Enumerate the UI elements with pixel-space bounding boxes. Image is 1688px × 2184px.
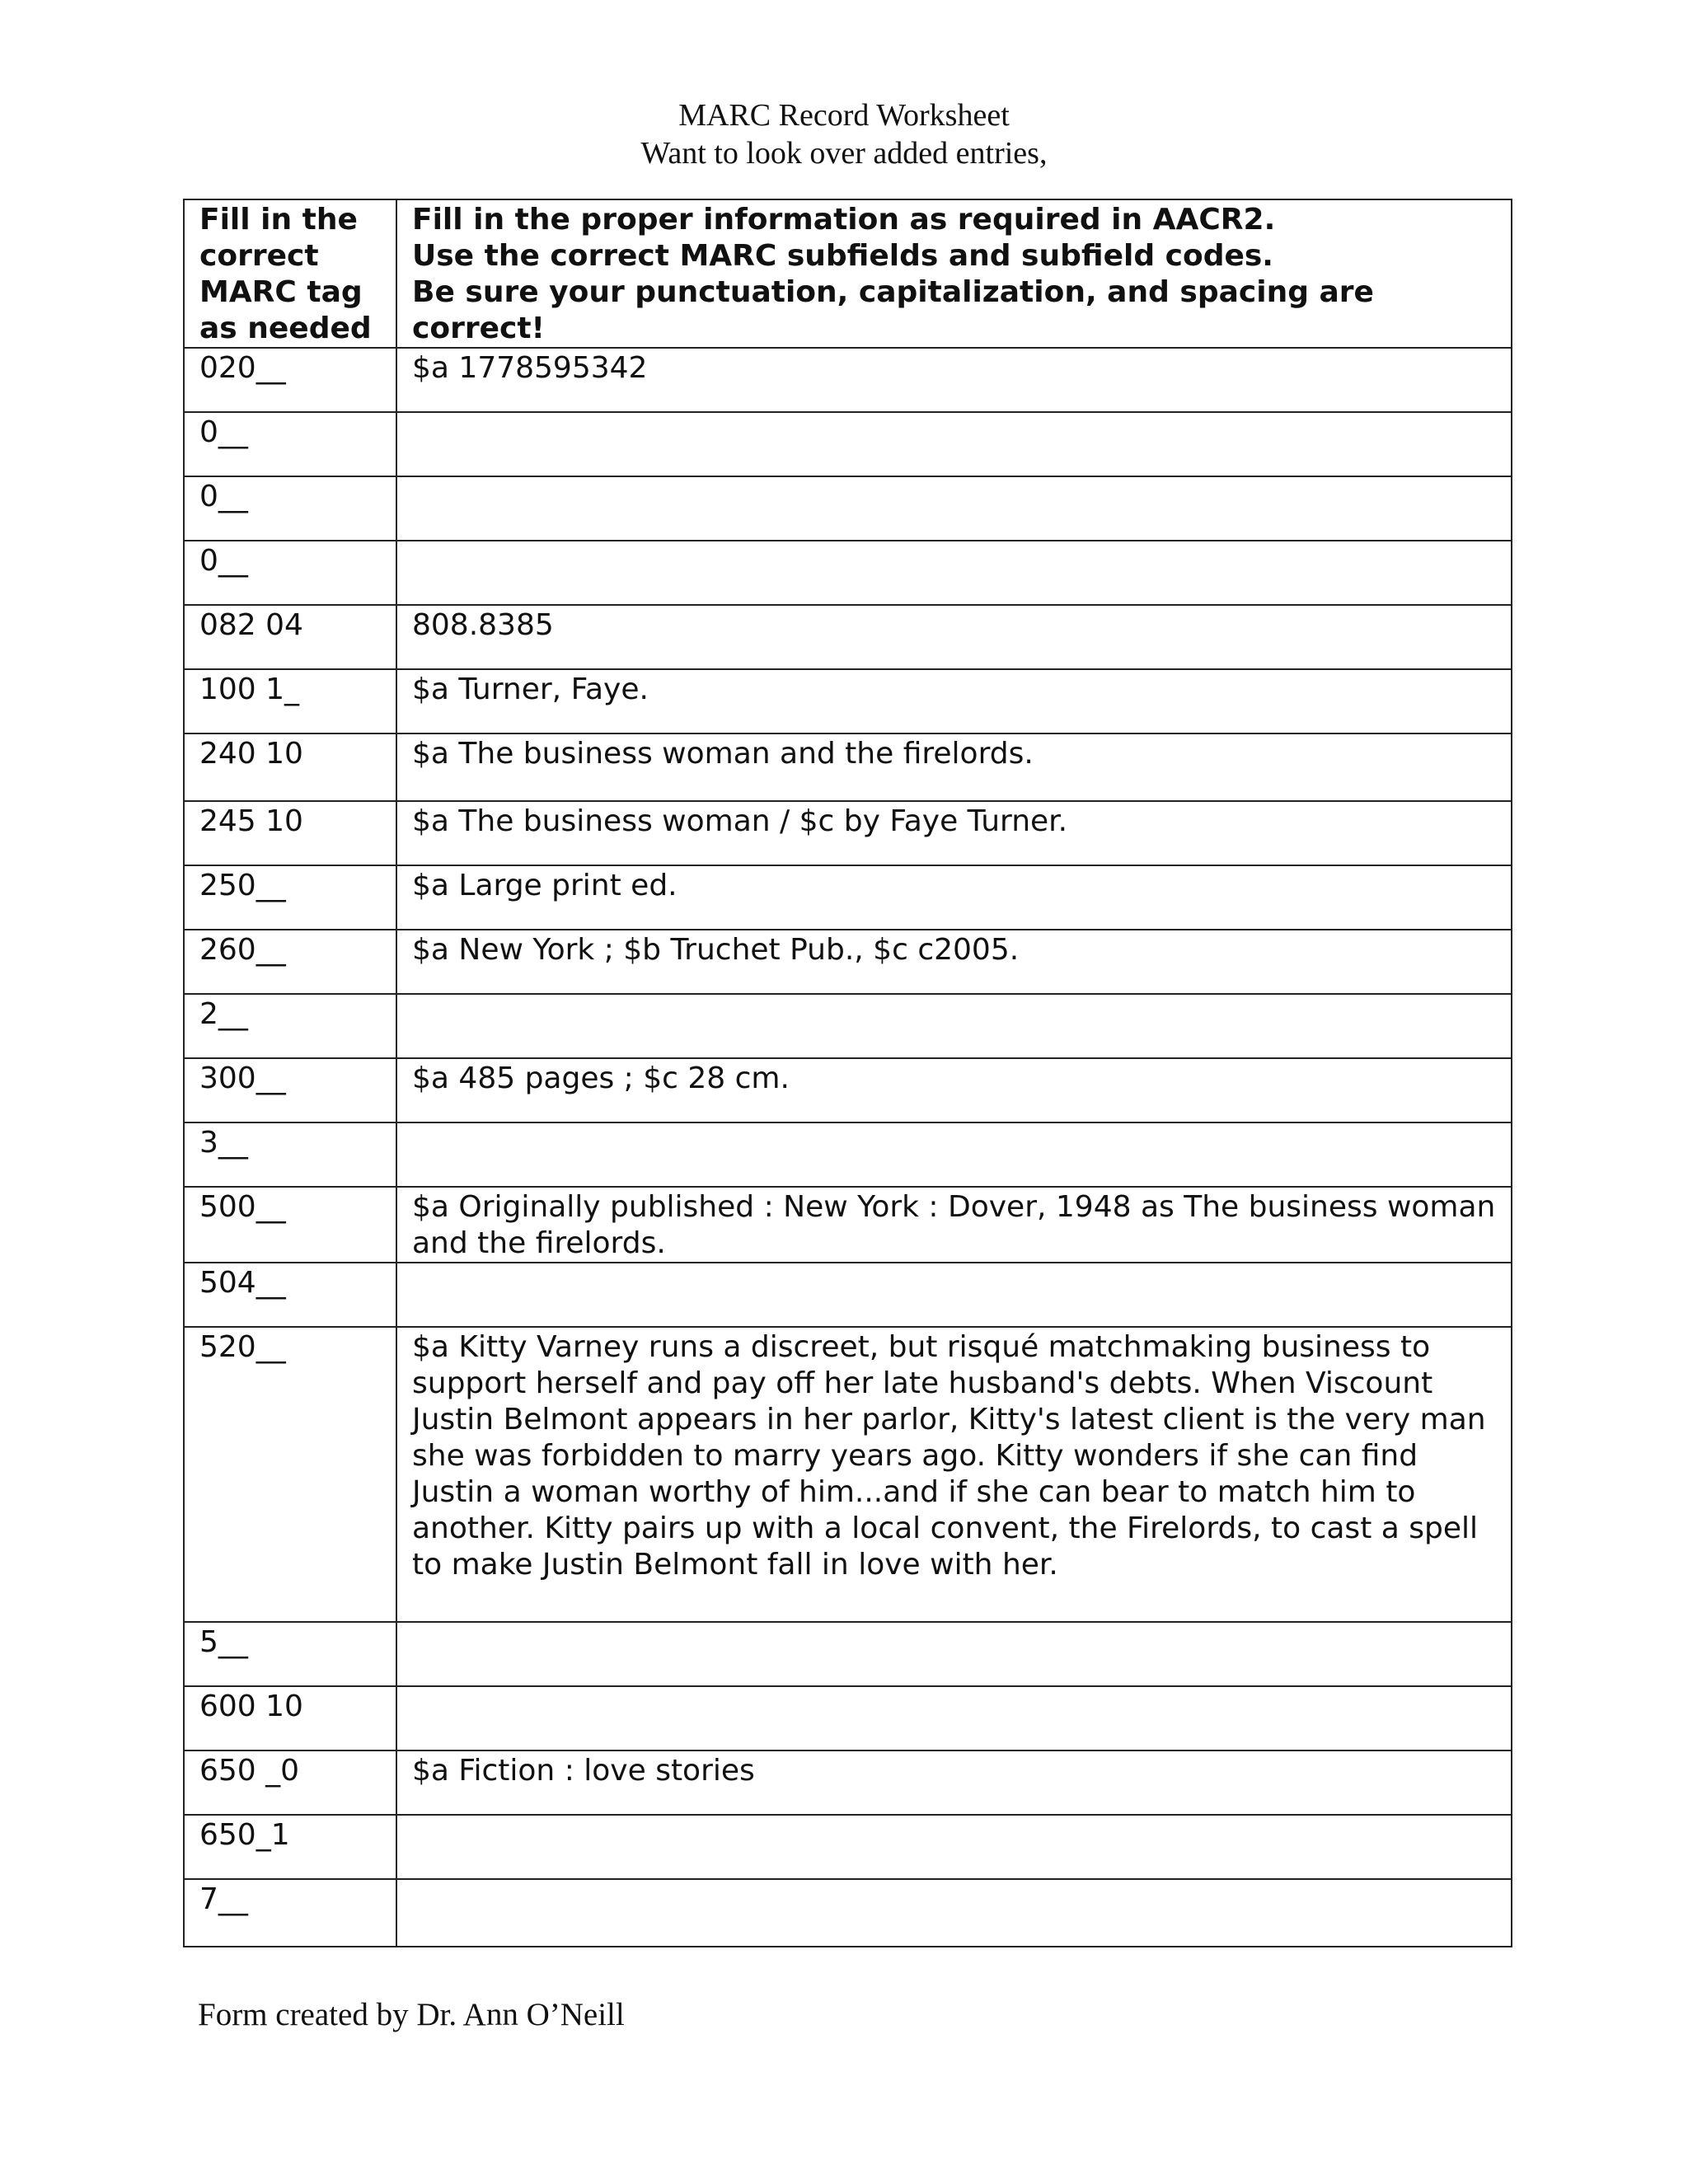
- marc-value-cell[interactable]: $a Originally published : New York : Dover, 1948 as The business woman and the firelords.: [396, 1187, 1512, 1263]
- marc-tag-cell[interactable]: 240 10: [184, 733, 396, 801]
- marc-tag-cell[interactable]: 0__: [184, 412, 396, 476]
- marc-value-cell[interactable]: [396, 476, 1512, 541]
- table-row: [184, 1622, 1512, 1686]
- marc-tag-cell[interactable]: 260__: [184, 930, 396, 994]
- marc-tag-cell[interactable]: 020__: [184, 348, 396, 412]
- marc-tag-cell[interactable]: 520__: [184, 1327, 396, 1622]
- marc-value-cell[interactable]: $a Large print ed.: [396, 865, 1512, 930]
- table-row: [184, 1263, 1512, 1327]
- marc-worksheet-table: [183, 199, 1512, 1947]
- marc-tag-cell[interactable]: 500__: [184, 1187, 396, 1263]
- marc-value-cell[interactable]: [396, 1122, 1512, 1187]
- marc-value-cell[interactable]: [396, 1879, 1512, 1947]
- marc-tag-cell[interactable]: 245 10: [184, 801, 396, 865]
- table-row: [184, 1879, 1512, 1947]
- form-credit: Form created by Dr. Ann O’Neill: [198, 1997, 625, 2032]
- marc-tag-cell[interactable]: 2__: [184, 994, 396, 1058]
- table-row: [184, 412, 1512, 476]
- table-row: [184, 1187, 1512, 1263]
- marc-value-cell[interactable]: $a 485 pages ; $c 28 cm.: [396, 1058, 1512, 1122]
- marc-value-cell[interactable]: [396, 541, 1512, 605]
- marc-value-cell[interactable]: [396, 412, 1512, 476]
- marc-tag-cell[interactable]: 650 _0: [184, 1750, 396, 1815]
- table-row: [184, 865, 1512, 930]
- marc-tag-cell[interactable]: 0__: [184, 541, 396, 605]
- marc-value-cell[interactable]: $a Kitty Varney runs a discreet, but risqué matchmaking business to support herself and pay off her late husband's debts. When Viscount Justin Belmont appears in her parlor, Kitty's latest client is the very man she was forbidden to marry years ago. Kitty wonders if she can find Justin a woman worthy of him...and if she can bear to match him to another. Kitty pairs up with a local convent, the Firelords, to cast a spell to make Justin Belmont fall in love with her.: [396, 1327, 1512, 1622]
- table-row: [184, 930, 1512, 994]
- marc-value-cell[interactable]: [396, 994, 1512, 1058]
- marc-value-cell[interactable]: [396, 1815, 1512, 1879]
- table-row: [184, 541, 1512, 605]
- marc-value-cell[interactable]: $a New York ; $b Truchet Pub., $c c2005.: [396, 930, 1512, 994]
- page-title: MARC Record Worksheet: [678, 98, 1010, 133]
- header-row: [184, 199, 1512, 348]
- marc-value-cell[interactable]: $a The business woman / $c by Faye Turner.: [396, 801, 1512, 865]
- marc-value-cell[interactable]: $a Turner, Faye.: [396, 669, 1512, 733]
- table-row: [184, 994, 1512, 1058]
- table-row: [184, 1750, 1512, 1815]
- table-row: [184, 476, 1512, 541]
- marc-tag-cell[interactable]: 300__: [184, 1058, 396, 1122]
- marc-tag-cell[interactable]: 650_1: [184, 1815, 396, 1879]
- table-row: [184, 348, 1512, 412]
- table-row: [184, 1058, 1512, 1122]
- table-row: [184, 733, 1512, 801]
- header-tag-column: Fill in the correct MARC tag as needed: [184, 199, 396, 348]
- marc-tag-cell[interactable]: 082 04: [184, 605, 396, 669]
- marc-tag-cell[interactable]: 5__: [184, 1622, 396, 1686]
- marc-tag-cell[interactable]: 100 1_: [184, 669, 396, 733]
- marc-value-cell[interactable]: [396, 1263, 1512, 1327]
- marc-value-cell[interactable]: 808.8385: [396, 605, 1512, 669]
- table-row: [184, 1327, 1512, 1622]
- table-row: [184, 1122, 1512, 1187]
- marc-tag-cell[interactable]: 7__: [184, 1879, 396, 1947]
- table-row: [184, 801, 1512, 865]
- table-row: [184, 605, 1512, 669]
- table-row: [184, 1815, 1512, 1879]
- marc-tag-cell[interactable]: 250__: [184, 865, 396, 930]
- marc-value-cell[interactable]: [396, 1686, 1512, 1750]
- table-row: [184, 1686, 1512, 1750]
- marc-tag-cell[interactable]: 504__: [184, 1263, 396, 1327]
- marc-tag-cell[interactable]: 0__: [184, 476, 396, 541]
- marc-value-cell[interactable]: $a The business woman and the firelords.: [396, 733, 1512, 801]
- page-subtitle: Want to look over added entries,: [640, 136, 1048, 171]
- page-title-block: [0, 96, 1688, 172]
- marc-value-cell[interactable]: $a 1778595342: [396, 348, 1512, 412]
- marc-tag-cell[interactable]: 600 10: [184, 1686, 396, 1750]
- marc-value-cell[interactable]: [396, 1622, 1512, 1686]
- marc-value-cell[interactable]: $a Fiction : love stories: [396, 1750, 1512, 1815]
- marc-tag-cell[interactable]: 3__: [184, 1122, 396, 1187]
- header-info-column: Fill in the proper information as required in AACR2. Use the correct MARC subfields and subfield codes. Be sure your punctuation, capitalization, and spacing are correct!: [396, 199, 1512, 348]
- table-row: [184, 669, 1512, 733]
